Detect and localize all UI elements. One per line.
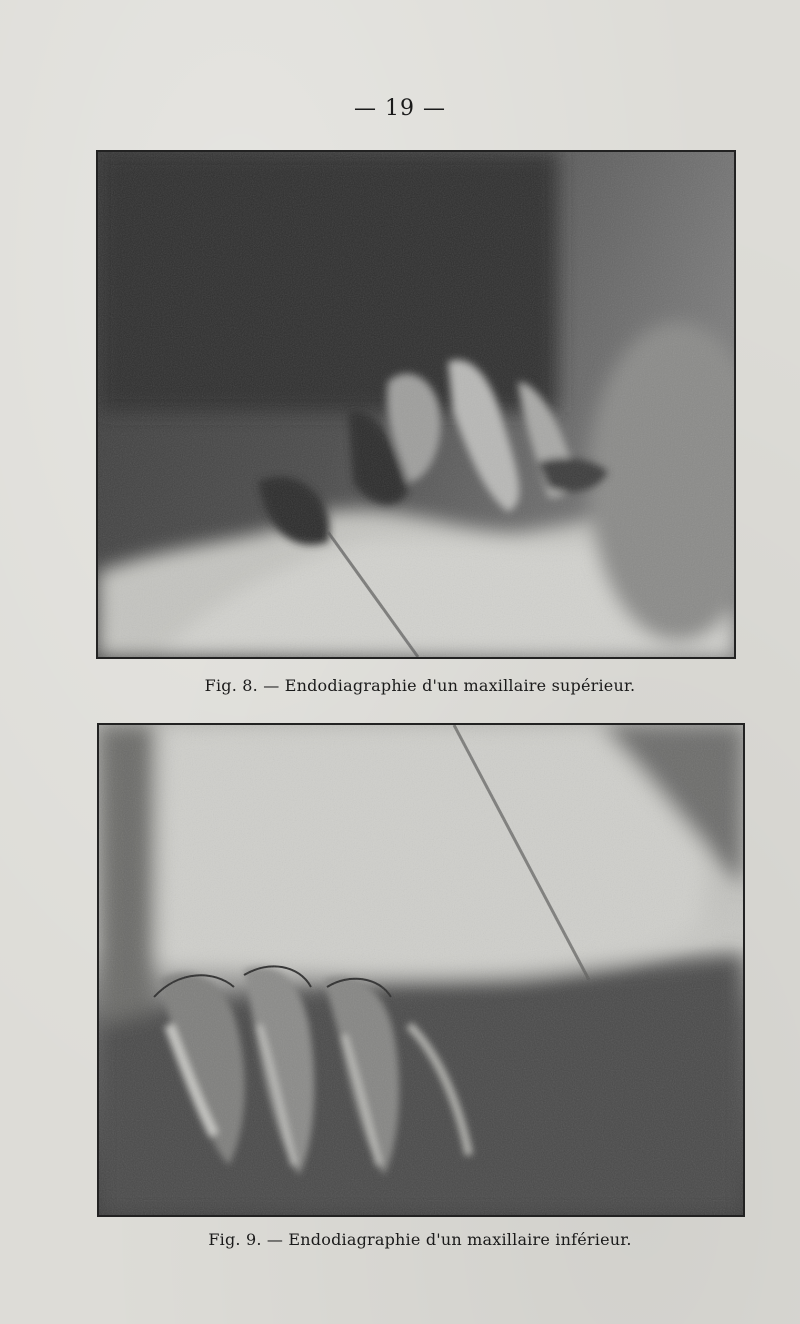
- radiograph-lower-jaw-image: [99, 725, 743, 1215]
- figure-8-radiograph: [96, 150, 736, 659]
- figure-8-caption: Fig. 8. — Endodiagraphie d'un maxillaire supérieur.: [204, 676, 636, 695]
- radiograph-upper-jaw-image: [98, 152, 734, 657]
- figure-9-caption: Fig. 9. — Endodiagraphie d'un maxillaire inférieur.: [208, 1230, 632, 1249]
- page-number: — 19 —: [354, 96, 446, 121]
- figure-9-radiograph: [97, 723, 745, 1217]
